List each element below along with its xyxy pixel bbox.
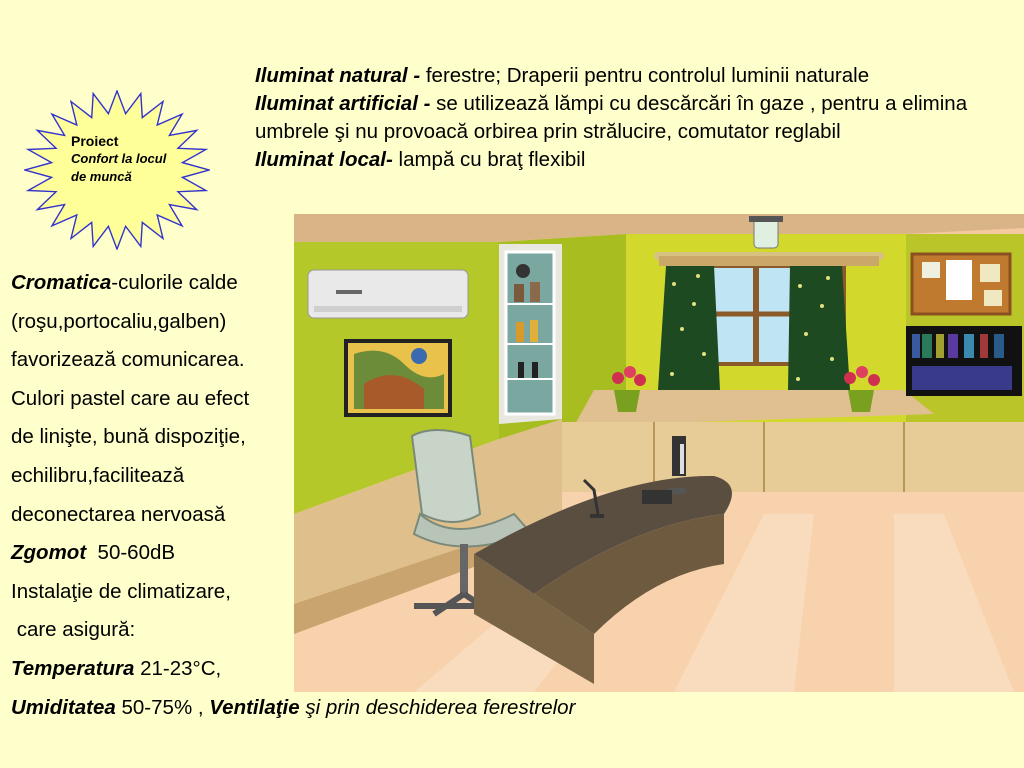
- corkboard: [912, 254, 1010, 314]
- text-line: Culori pastel care au efect: [11, 386, 250, 410]
- text-line: deconectarea nervoasă: [11, 502, 226, 526]
- project-badge: [24, 90, 210, 250]
- text-line: care asigură:: [11, 618, 136, 642]
- office-scene-graphic: [294, 214, 1024, 692]
- local-lighting-line: [255, 146, 1015, 174]
- temperature-label: Temperatura: [11, 656, 135, 680]
- local-lighting-text: lampă cu braţ flexibil: [392, 148, 586, 171]
- zgomot-value: 50-60dB: [86, 541, 176, 565]
- zgomot-line: [11, 534, 311, 573]
- text-line: (roşu,portocaliu,galben): [11, 309, 227, 333]
- artificial-lighting-line: [255, 90, 1015, 146]
- natural-lighting-text: ferestre; Draperii pentru controlul luminii naturale: [425, 64, 870, 87]
- bookshelf: [906, 326, 1022, 396]
- conditions-list: [11, 264, 576, 727]
- humidity-line: [11, 689, 576, 728]
- text-line: Instalaţie de climatizare,: [11, 579, 231, 603]
- zgomot-label: Zgomot: [11, 541, 87, 565]
- temperature-line: [11, 650, 311, 689]
- artificial-lighting-text: se utilizează lămpi cu descărcări în gaze , pentru a elimina umbrele şi nu provoacă orbirea prin strălucire, comutator reglabil: [255, 92, 968, 143]
- cromatica-text: -culorile calde: [111, 271, 238, 294]
- badge-text: [71, 132, 171, 186]
- humidity-label: Umiditatea: [11, 695, 116, 719]
- keyboard: [642, 490, 672, 504]
- badge-subtitle: Confort la locul de muncă: [71, 151, 167, 184]
- text-line: favorizează comunicarea.: [11, 348, 245, 372]
- wall-painting: [344, 339, 452, 417]
- natural-lighting-label: Iluminat natural -: [255, 64, 426, 87]
- low-cabinets: [562, 422, 1024, 492]
- temperature-value: 21-23°C,: [134, 656, 222, 680]
- text-line: de linişte, bună dispoziţie,: [11, 425, 246, 449]
- local-lighting-label: Iluminat local-: [255, 148, 393, 171]
- ventilation-value: şi prin deschiderea ferestrelor: [299, 695, 576, 719]
- office-illustration: [294, 214, 1024, 692]
- text-line: echilibru,facilitează: [11, 463, 185, 487]
- cromatica-line: [11, 264, 311, 303]
- artificial-lighting-label: Iluminat artificial -: [255, 92, 437, 115]
- air-conditioner: [308, 270, 468, 318]
- badge-title: Proiect: [71, 133, 119, 149]
- cromatica-label: Cromatica: [11, 271, 112, 294]
- natural-lighting-line: [255, 62, 1015, 90]
- lighting-paragraph: [255, 62, 1015, 174]
- humidity-value: 50-75% ,: [115, 695, 210, 719]
- ventilation-label: Ventilaţie: [209, 695, 300, 719]
